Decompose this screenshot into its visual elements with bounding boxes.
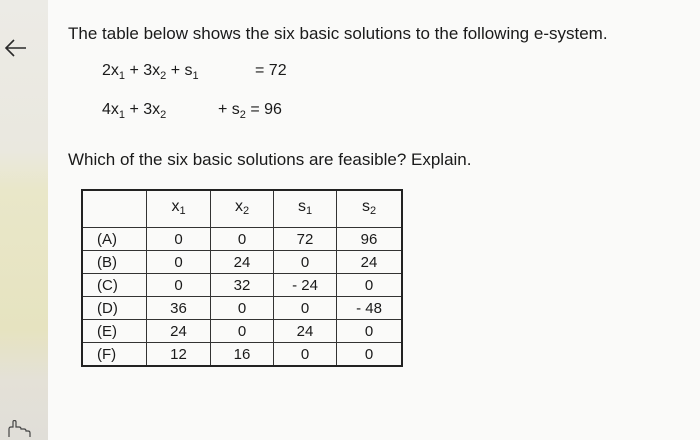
- table-cell: 0: [211, 228, 274, 251]
- equation-1-rhs: = 72: [255, 62, 287, 79]
- row-label: (F): [82, 343, 147, 367]
- table-cell: 0: [211, 320, 274, 343]
- left-margin-strip: [0, 0, 48, 440]
- table-cell: 0: [274, 343, 337, 367]
- table-cell: 0: [147, 274, 211, 297]
- table-row: [82, 228, 402, 251]
- table-cell: 96: [337, 228, 403, 251]
- table-cell: 0: [211, 297, 274, 320]
- question-text: The table below shows the six basic solutions to the following e-system.: [68, 24, 608, 43]
- row-label: (D): [82, 297, 147, 320]
- equation-2-lhs: $4x_1 + 3x_2$: [102, 101, 167, 121]
- table-row: [82, 343, 402, 367]
- table-cell: 0: [337, 274, 403, 297]
- row-label: (E): [82, 320, 147, 343]
- table-cell: 24: [147, 320, 211, 343]
- table-cell: 72: [274, 228, 337, 251]
- back-arrow-icon[interactable]: [4, 38, 28, 58]
- table-cell: - 24: [274, 274, 337, 297]
- table-header-s1: $s_1$: [274, 190, 337, 228]
- row-label: (B): [82, 251, 147, 274]
- prompt-text: Which of the six basic solutions are feasible? Explain.: [68, 150, 472, 169]
- hand-pointer-icon: [6, 420, 32, 438]
- table-cell: - 48: [337, 297, 403, 320]
- table-header-corner: [82, 190, 147, 228]
- basic-solutions-table: [81, 189, 403, 367]
- table-cell: 36: [147, 297, 211, 320]
- table-row: [82, 320, 402, 343]
- table-cell: 16: [211, 343, 274, 367]
- table-cell: 24: [274, 320, 337, 343]
- table-header-x2: $x_2$: [211, 190, 274, 228]
- table-cell: 32: [211, 274, 274, 297]
- table-cell: 0: [147, 228, 211, 251]
- table-header-x1: $x_1$: [147, 190, 211, 228]
- table-header-row: [82, 190, 402, 228]
- table-row: [82, 251, 402, 274]
- table-cell: 0: [274, 297, 337, 320]
- table-row: [82, 274, 402, 297]
- equation-2-rhs: + $s_2 = 96$: [218, 101, 282, 121]
- table-cell: 12: [147, 343, 211, 367]
- table-cell: 0: [274, 251, 337, 274]
- table-cell: 24: [211, 251, 274, 274]
- table-row: [82, 297, 402, 320]
- table-header-s2: $s_2$: [337, 190, 403, 228]
- table-cell: 0: [337, 320, 403, 343]
- row-label: (A): [82, 228, 147, 251]
- row-label: (C): [82, 274, 147, 297]
- table-cell: 24: [337, 251, 403, 274]
- table-cell: 0: [147, 251, 211, 274]
- equation-1-lhs: $2x_1 + 3x_2 + s_1$: [102, 62, 199, 82]
- table-cell: 0: [337, 343, 403, 367]
